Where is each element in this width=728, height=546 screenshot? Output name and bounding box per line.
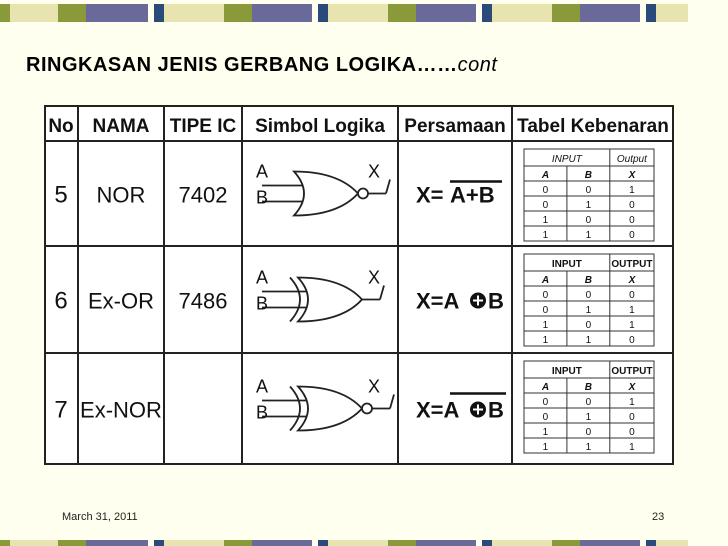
truth-table-cell: 0 — [542, 305, 549, 316]
truth-table-cell: 0 — [585, 427, 592, 438]
truth-table — [524, 254, 654, 346]
truth-table-cell: 0 — [629, 215, 635, 226]
gate-output-label: X — [368, 376, 381, 397]
truth-table-cell: 1 — [629, 305, 635, 316]
equation-prefix: X=A — [416, 288, 460, 314]
header-simbol-logika: Simbol Logika — [255, 116, 385, 137]
row-name: Ex-NOR — [80, 397, 162, 423]
truth-table-col-header: B — [584, 382, 592, 393]
truth-table-cell: 1 — [542, 335, 549, 346]
truth-table-output-header: OUTPUT — [611, 366, 653, 377]
truth-table-cell: 0 — [629, 335, 635, 346]
header-tabel-kebenaran: Tabel Kebenaran — [517, 116, 669, 137]
gate-input-a-label: A — [256, 376, 269, 397]
row-number: 6 — [54, 287, 68, 315]
truth-table-cell: 1 — [629, 442, 635, 453]
gate-input-b-label: B — [256, 293, 269, 314]
gate-output-label: X — [368, 161, 381, 182]
gate-output-label: X — [368, 267, 381, 288]
equation-expression: B — [488, 397, 504, 423]
truth-table-input-header: INPUT — [551, 366, 582, 377]
table-row — [54, 149, 654, 241]
row-number: 7 — [54, 396, 68, 424]
truth-table-cell: 0 — [585, 215, 592, 226]
xor-gate-icon — [262, 278, 384, 322]
truth-table-cell: 1 — [629, 320, 635, 331]
truth-table-cell: 1 — [542, 230, 549, 241]
truth-table-cell: 1 — [542, 320, 549, 331]
truth-table-cell: 0 — [542, 412, 549, 423]
truth-table-col-header: A — [541, 170, 550, 181]
truth-table-col-header: X — [628, 275, 636, 286]
truth-table-cell: 0 — [542, 200, 549, 211]
gate-input-a-label: A — [256, 267, 269, 288]
truth-table-cell: 0 — [542, 397, 549, 408]
truth-table-col-header: X — [628, 382, 636, 393]
bottom-decor-stripe — [0, 540, 728, 546]
row-name: Ex-OR — [88, 288, 154, 314]
header-nama: NAMA — [92, 116, 150, 137]
truth-table-cell: 1 — [585, 230, 592, 241]
truth-table-cell: 1 — [629, 397, 635, 408]
slide-title-suffix: cont — [457, 54, 498, 76]
truth-table-output-header: Output — [616, 154, 647, 165]
truth-table — [524, 361, 654, 453]
truth-table-col-header: B — [584, 170, 592, 181]
equation-prefix: X= — [416, 182, 444, 208]
logic-gate-table-svg — [44, 105, 674, 465]
truth-table — [524, 149, 654, 241]
equation-expression: B — [488, 288, 504, 314]
table-row — [54, 254, 654, 346]
truth-table-cell: 0 — [585, 185, 592, 196]
truth-table-col-header: X — [628, 170, 636, 181]
truth-table-cell: 0 — [629, 200, 635, 211]
gate-input-b-label: B — [256, 187, 269, 208]
truth-table-cell: 0 — [629, 230, 635, 241]
row-name: NOR — [96, 182, 146, 208]
truth-table-col-header: A — [541, 382, 550, 393]
truth-table-cell: 0 — [629, 427, 635, 438]
header-no: No — [48, 116, 74, 137]
row-ic-type: 7486 — [178, 288, 228, 314]
slide-title — [26, 54, 497, 77]
gate-input-a-label: A — [256, 161, 269, 182]
truth-table-cell: 1 — [629, 185, 635, 196]
truth-table-cell: 1 — [585, 305, 592, 316]
truth-table-col-header: B — [584, 275, 592, 286]
slide-title-text: RINGKASAN JENIS GERBANG LOGIKA…… — [26, 54, 458, 76]
truth-table-col-header: A — [541, 275, 550, 286]
truth-table-cell: 0 — [585, 320, 592, 331]
truth-table-cell: 1 — [585, 200, 592, 211]
truth-table-cell: 1 — [585, 412, 592, 423]
truth-table-output-header: OUTPUT — [611, 259, 653, 270]
gate-input-b-label: B — [256, 402, 269, 423]
row-equation — [416, 182, 502, 208]
row-number: 5 — [54, 181, 68, 209]
truth-table-cell: 0 — [542, 185, 549, 196]
table-row — [54, 361, 654, 453]
header-tipe-ic: TIPE IC — [169, 116, 237, 137]
truth-table-input-header: INPUT — [551, 154, 582, 165]
truth-table-cell: 1 — [542, 427, 549, 438]
truth-table-input-header: INPUT — [551, 259, 582, 270]
truth-table-cell: 1 — [585, 442, 592, 453]
truth-table-cell: 1 — [542, 442, 549, 453]
truth-table-cell: 0 — [542, 290, 549, 301]
truth-table-cell: 0 — [585, 290, 592, 301]
header-persamaan: Persamaan — [404, 116, 506, 137]
row-ic-type: 7402 — [178, 182, 228, 208]
page-number: 23 — [652, 511, 665, 523]
row-equation — [416, 394, 506, 423]
truth-table-cell: 0 — [585, 397, 592, 408]
truth-table-cell: 1 — [542, 215, 549, 226]
logic-gate-table — [44, 105, 674, 465]
truth-table-cell: 0 — [629, 412, 635, 423]
truth-table-cell: 0 — [629, 290, 635, 301]
row-equation — [416, 289, 504, 314]
equation-expression: A+B — [450, 182, 495, 208]
truth-table-cell: 1 — [585, 335, 592, 346]
equation-prefix: X=A — [416, 397, 460, 423]
footer-date: March 31, 2011 — [62, 511, 138, 523]
top-decor-stripe — [0, 4, 728, 22]
